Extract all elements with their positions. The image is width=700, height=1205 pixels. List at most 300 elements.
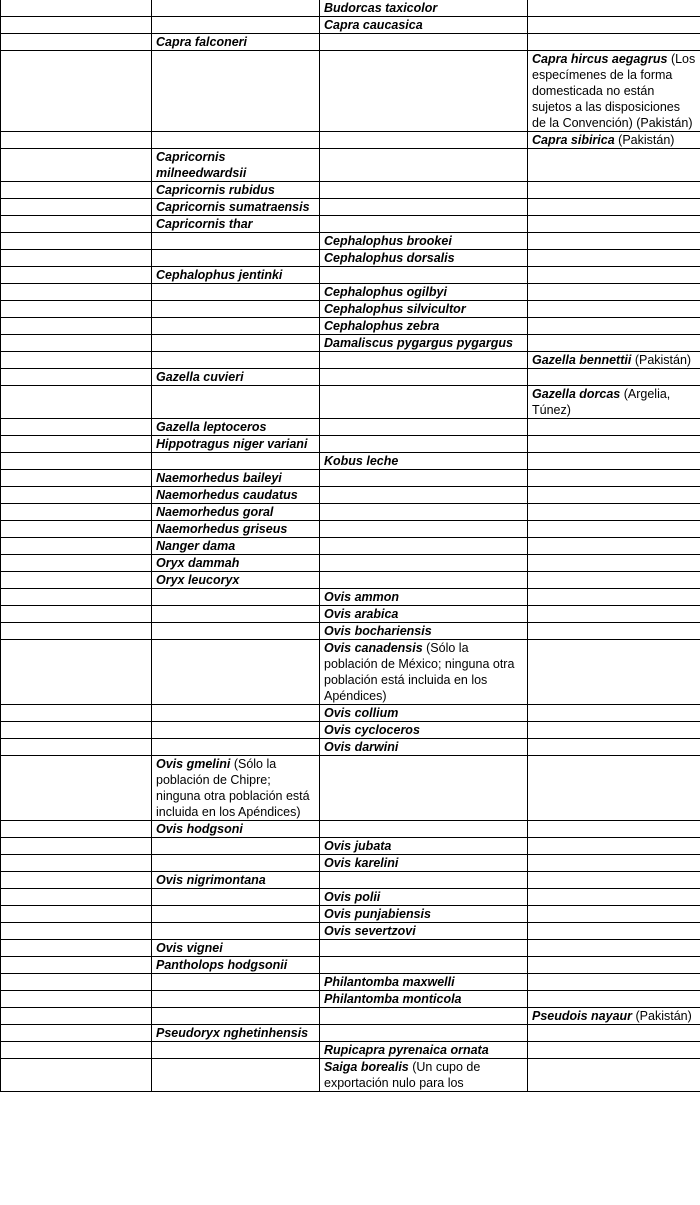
family-cell: [1, 318, 152, 335]
appendix-ii-cell: [320, 974, 528, 991]
family-cell: [1, 233, 152, 250]
family-cell: [1, 149, 152, 182]
family-cell: [1, 386, 152, 419]
appendix-i-cell: [152, 386, 320, 419]
appendix-i-cell: [152, 267, 320, 284]
appendix-i-cell: [152, 34, 320, 51]
appendix-ii-cell: [320, 504, 528, 521]
table-row: [1, 470, 700, 487]
species-name: Capra falconeri: [156, 35, 248, 49]
species-name: Pseudois nayaur: [532, 1009, 633, 1023]
appendix-i-cell: [152, 589, 320, 606]
table-row: [1, 756, 700, 821]
family-cell: [1, 521, 152, 538]
table-row: [1, 722, 700, 739]
family-cell: [1, 940, 152, 957]
appendix-ii-cell: [320, 1059, 528, 1092]
appendix-i-cell: [152, 51, 320, 132]
appendix-ii-cell: [320, 470, 528, 487]
appendix-iii-cell: [528, 756, 700, 821]
species-name: Gazella leptoceros: [156, 420, 267, 434]
family-cell: [1, 1025, 152, 1042]
species-name: Ovis severtzovi: [324, 924, 416, 938]
species-name: Cephalophus dorsalis: [324, 251, 455, 265]
family-cell: [1, 957, 152, 974]
table-row: [1, 182, 700, 199]
species-name: Ovis canadensis: [324, 641, 423, 655]
appendix-iii-cell: [528, 182, 700, 199]
appendix-iii-cell: [528, 504, 700, 521]
appendix-ii-cell: [320, 1025, 528, 1042]
table-row: [1, 34, 700, 51]
table-row: [1, 705, 700, 722]
appendix-ii-cell: [320, 453, 528, 470]
family-cell: [1, 705, 152, 722]
table-row: [1, 821, 700, 838]
appendix-ii-cell: [320, 739, 528, 756]
appendix-i-cell: [152, 250, 320, 267]
appendix-i-cell: [152, 1042, 320, 1059]
family-cell: [1, 589, 152, 606]
appendix-iii-cell: [528, 0, 700, 17]
table-row: [1, 957, 700, 974]
appendix-i-cell: [152, 369, 320, 386]
species-name: Ovis punjabiensis: [324, 907, 431, 921]
species-name: Pantholops hodgsonii: [156, 958, 288, 972]
table-row: [1, 1008, 700, 1025]
appendix-iii-cell: [528, 739, 700, 756]
appendix-iii-cell: [528, 233, 700, 250]
appendix-ii-cell: [320, 352, 528, 369]
family-cell: [1, 555, 152, 572]
appendix-i-cell: [152, 284, 320, 301]
appendix-iii-cell: [528, 940, 700, 957]
species-annotation: (Los especímenes de la forma domesticada no están sujetos a las disposiciones de la Convención) (Pakistán): [532, 52, 696, 130]
appendix-iii-cell: [528, 386, 700, 419]
appendix-iii-cell: [528, 872, 700, 889]
appendix-ii-cell: [320, 318, 528, 335]
appendix-i-cell: [152, 504, 320, 521]
appendix-ii-cell: [320, 923, 528, 940]
table-body: [1, 0, 700, 1092]
species-name: Capricornis thar: [156, 217, 253, 231]
appendix-iii-cell: [528, 335, 700, 352]
table-row: [1, 1025, 700, 1042]
species-name: Capra hircus aegagrus: [532, 52, 668, 66]
appendix-iii-cell: [528, 34, 700, 51]
appendix-iii-cell: [528, 722, 700, 739]
appendix-ii-cell: [320, 838, 528, 855]
species-annotation: (Argelia, Túnez): [532, 387, 671, 417]
appendix-i-cell: [152, 872, 320, 889]
appendix-i-cell: [152, 1025, 320, 1042]
table-row: [1, 17, 700, 34]
appendix-i-cell: [152, 923, 320, 940]
family-cell: [1, 17, 152, 34]
appendix-i-cell: [152, 739, 320, 756]
family-cell: [1, 1008, 152, 1025]
species-name: Cephalophus jentinki: [156, 268, 283, 282]
table-row: [1, 318, 700, 335]
appendix-i-cell: [152, 821, 320, 838]
appendix-ii-cell: [320, 538, 528, 555]
species-name: Ovis jubata: [324, 839, 392, 853]
appendix-i-cell: [152, 974, 320, 991]
appendix-i-cell: [152, 132, 320, 149]
appendix-ii-cell: [320, 301, 528, 318]
appendix-i-cell: [152, 453, 320, 470]
appendix-i-cell: [152, 216, 320, 233]
species-name: Capricornis rubidus: [156, 183, 275, 197]
species-annotation: (Sólo la población de México; ninguna otra población está incluida en los Apéndices): [324, 641, 515, 703]
appendix-ii-cell: [320, 0, 528, 17]
appendix-ii-cell: [320, 436, 528, 453]
species-annotation: (Pakistán): [614, 133, 675, 147]
family-cell: [1, 640, 152, 705]
family-cell: [1, 572, 152, 589]
appendix-i-cell: [152, 318, 320, 335]
species-name: Capra caucasica: [324, 18, 423, 32]
table-row: [1, 233, 700, 250]
appendix-i-cell: [152, 199, 320, 216]
table-row: [1, 0, 700, 17]
appendix-ii-cell: [320, 250, 528, 267]
species-name: Ovis darwini: [324, 740, 399, 754]
table-row: [1, 640, 700, 705]
species-name: Hippotragus niger variani: [156, 437, 308, 451]
appendix-i-cell: [152, 335, 320, 352]
appendix-i-cell: [152, 487, 320, 504]
appendix-i-cell: [152, 855, 320, 872]
table-row: [1, 352, 700, 369]
appendix-iii-cell: [528, 149, 700, 182]
appendix-iii-cell: [528, 487, 700, 504]
table-row: [1, 267, 700, 284]
table-row: [1, 855, 700, 872]
species-name: Gazella dorcas: [532, 387, 621, 401]
appendix-ii-cell: [320, 419, 528, 436]
species-name: Budorcas taxicolor: [324, 1, 438, 15]
appendix-i-cell: [152, 182, 320, 199]
table-row: [1, 606, 700, 623]
appendix-iii-cell: [528, 216, 700, 233]
family-cell: [1, 335, 152, 352]
species-name: Pseudoryx nghetinhensis: [156, 1026, 309, 1040]
species-name: Cephalophus brookei: [324, 234, 452, 248]
species-annotation: (Pakistán): [632, 1009, 692, 1023]
appendix-ii-cell: [320, 572, 528, 589]
species-name: Capra sibirica: [532, 133, 615, 147]
species-name: Ovis karelini: [324, 856, 399, 870]
appendix-iii-cell: [528, 436, 700, 453]
family-cell: [1, 34, 152, 51]
appendix-i-cell: [152, 0, 320, 17]
appendix-iii-cell: [528, 199, 700, 216]
appendix-ii-cell: [320, 606, 528, 623]
appendix-ii-cell: [320, 589, 528, 606]
table-row: [1, 216, 700, 233]
family-cell: [1, 504, 152, 521]
appendix-i-cell: [152, 436, 320, 453]
appendix-iii-cell: [528, 250, 700, 267]
appendix-ii-cell: [320, 1008, 528, 1025]
appendix-ii-cell: [320, 51, 528, 132]
family-cell: [1, 739, 152, 756]
species-name: Oryx dammah: [156, 556, 240, 570]
appendix-i-cell: [152, 906, 320, 923]
appendix-iii-cell: [528, 572, 700, 589]
family-cell: [1, 216, 152, 233]
appendix-i-cell: [152, 470, 320, 487]
appendix-ii-cell: [320, 233, 528, 250]
species-name: Naemorhedus caudatus: [156, 488, 298, 502]
table-row: [1, 419, 700, 436]
appendix-iii-cell: [528, 419, 700, 436]
appendix-i-cell: [152, 521, 320, 538]
appendix-i-cell: [152, 623, 320, 640]
appendix-i-cell: [152, 419, 320, 436]
appendix-i-cell: [152, 940, 320, 957]
appendix-iii-cell: [528, 640, 700, 705]
species-name: Ovis nigrimontana: [156, 873, 266, 887]
species-name: Philantomba monticola: [324, 992, 462, 1006]
family-cell: [1, 199, 152, 216]
appendix-ii-cell: [320, 17, 528, 34]
table-row: [1, 572, 700, 589]
table-row: [1, 872, 700, 889]
species-name: Gazella cuvieri: [156, 370, 244, 384]
table-row: [1, 199, 700, 216]
family-cell: [1, 436, 152, 453]
family-cell: [1, 470, 152, 487]
appendix-iii-cell: [528, 352, 700, 369]
appendix-i-cell: [152, 1059, 320, 1092]
species-annotation: (Pakistán): [631, 353, 692, 367]
species-name: Ovis arabica: [324, 607, 399, 621]
species-name: Cephalophus ogilbyi: [324, 285, 447, 299]
family-cell: [1, 722, 152, 739]
family-cell: [1, 132, 152, 149]
appendix-iii-cell: [528, 606, 700, 623]
appendix-iii-cell: [528, 318, 700, 335]
family-cell: [1, 369, 152, 386]
appendix-ii-cell: [320, 555, 528, 572]
species-name: Ovis vignei: [156, 941, 223, 955]
species-name: Ovis cycloceros: [324, 723, 420, 737]
appendix-i-cell: [152, 606, 320, 623]
family-cell: [1, 419, 152, 436]
table-row: [1, 284, 700, 301]
appendix-i-cell: [152, 722, 320, 739]
appendix-iii-cell: [528, 1059, 700, 1092]
table-row: [1, 906, 700, 923]
appendix-ii-cell: [320, 872, 528, 889]
table-row: [1, 991, 700, 1008]
species-name: Ovis collium: [324, 706, 399, 720]
appendix-i-cell: [152, 572, 320, 589]
table-row: [1, 838, 700, 855]
table-row: [1, 940, 700, 957]
species-name: Saiga borealis: [324, 1060, 409, 1074]
appendix-ii-cell: [320, 149, 528, 182]
family-cell: [1, 0, 152, 17]
table-row: [1, 436, 700, 453]
appendix-iii-cell: [528, 1042, 700, 1059]
appendix-iii-cell: [528, 1025, 700, 1042]
species-name: Ovis hodgsoni: [156, 822, 243, 836]
species-name: Naemorhedus griseus: [156, 522, 288, 536]
appendix-iii-cell: [528, 1008, 700, 1025]
table-row: [1, 250, 700, 267]
appendix-ii-cell: [320, 940, 528, 957]
species-name: Cephalophus zebra: [324, 319, 440, 333]
family-cell: [1, 991, 152, 1008]
species-name: Nanger dama: [156, 539, 236, 553]
appendix-ii-cell: [320, 889, 528, 906]
appendix-iii-cell: [528, 132, 700, 149]
table-row: [1, 369, 700, 386]
table-row: [1, 504, 700, 521]
family-cell: [1, 906, 152, 923]
table-row: [1, 335, 700, 352]
appendix-ii-cell: [320, 705, 528, 722]
appendix-iii-cell: [528, 538, 700, 555]
species-name: Damaliscus pygargus pygargus: [324, 336, 513, 350]
appendix-ii-cell: [320, 991, 528, 1008]
appendix-iii-cell: [528, 51, 700, 132]
appendix-i-cell: [152, 838, 320, 855]
appendix-i-cell: [152, 705, 320, 722]
appendix-iii-cell: [528, 974, 700, 991]
species-name: Ovis ammon: [324, 590, 400, 604]
table-row: [1, 889, 700, 906]
table-row: [1, 974, 700, 991]
appendix-ii-cell: [320, 855, 528, 872]
species-name: Oryx leucoryx: [156, 573, 240, 587]
appendix-i-cell: [152, 756, 320, 821]
appendix-iii-cell: [528, 855, 700, 872]
species-name: Capricornis sumatraensis: [156, 200, 310, 214]
appendix-iii-cell: [528, 705, 700, 722]
family-cell: [1, 538, 152, 555]
family-cell: [1, 284, 152, 301]
species-name: Ovis gmelini: [156, 757, 231, 771]
appendix-ii-cell: [320, 132, 528, 149]
species-name: Ovis bochariensis: [324, 624, 432, 638]
appendix-ii-cell: [320, 216, 528, 233]
table-row: [1, 386, 700, 419]
table-row: [1, 555, 700, 572]
appendix-ii-cell: [320, 906, 528, 923]
species-name: Cephalophus silvicultor: [324, 302, 466, 316]
species-name: Ovis polii: [324, 890, 381, 904]
appendix-ii-cell: [320, 521, 528, 538]
appendix-i-cell: [152, 889, 320, 906]
appendix-iii-cell: [528, 991, 700, 1008]
species-name: Kobus leche: [324, 454, 399, 468]
appendix-i-cell: [152, 555, 320, 572]
appendix-i-cell: [152, 17, 320, 34]
appendix-ii-cell: [320, 821, 528, 838]
family-cell: [1, 606, 152, 623]
appendix-i-cell: [152, 538, 320, 555]
table-row: [1, 1059, 700, 1092]
appendix-iii-cell: [528, 589, 700, 606]
table-row: [1, 521, 700, 538]
appendix-ii-cell: [320, 199, 528, 216]
appendix-iii-cell: [528, 555, 700, 572]
family-cell: [1, 923, 152, 940]
appendix-ii-cell: [320, 623, 528, 640]
table-row: [1, 487, 700, 504]
family-cell: [1, 250, 152, 267]
appendix-i-cell: [152, 352, 320, 369]
table-row: [1, 589, 700, 606]
family-cell: [1, 453, 152, 470]
appendix-iii-cell: [528, 453, 700, 470]
appendix-iii-cell: [528, 923, 700, 940]
appendix-iii-cell: [528, 821, 700, 838]
appendix-i-cell: [152, 149, 320, 182]
family-cell: [1, 872, 152, 889]
table-row: [1, 923, 700, 940]
table-row: [1, 132, 700, 149]
family-cell: [1, 821, 152, 838]
species-annotation: (Sólo la población de Chipre; ninguna otra población está incluida en los Apéndices): [156, 757, 310, 819]
family-cell: [1, 974, 152, 991]
family-cell: [1, 889, 152, 906]
appendix-i-cell: [152, 301, 320, 318]
appendix-iii-cell: [528, 301, 700, 318]
family-cell: [1, 623, 152, 640]
appendix-ii-cell: [320, 335, 528, 352]
appendix-iii-cell: [528, 521, 700, 538]
species-name: Capricornis milneedwardsii: [156, 150, 247, 180]
table-row: [1, 538, 700, 555]
appendix-iii-cell: [528, 906, 700, 923]
appendix-iii-cell: [528, 17, 700, 34]
table-row: [1, 739, 700, 756]
appendix-ii-cell: [320, 957, 528, 974]
table-row: [1, 301, 700, 318]
family-cell: [1, 352, 152, 369]
appendix-iii-cell: [528, 623, 700, 640]
appendix-iii-cell: [528, 284, 700, 301]
appendix-ii-cell: [320, 1042, 528, 1059]
family-cell: [1, 51, 152, 132]
species-name: Naemorhedus goral: [156, 505, 274, 519]
appendix-iii-cell: [528, 957, 700, 974]
appendix-ii-cell: [320, 369, 528, 386]
family-cell: [1, 756, 152, 821]
appendix-i-cell: [152, 1008, 320, 1025]
species-name: Gazella bennettii: [532, 353, 632, 367]
appendix-ii-cell: [320, 640, 528, 705]
family-cell: [1, 1059, 152, 1092]
appendix-i-cell: [152, 991, 320, 1008]
appendix-ii-cell: [320, 267, 528, 284]
family-cell: [1, 267, 152, 284]
family-cell: [1, 182, 152, 199]
appendix-ii-cell: [320, 756, 528, 821]
species-name: Philantomba maxwelli: [324, 975, 455, 989]
table-row: [1, 453, 700, 470]
appendix-iii-cell: [528, 267, 700, 284]
family-cell: [1, 487, 152, 504]
appendix-iii-cell: [528, 889, 700, 906]
appendix-ii-cell: [320, 182, 528, 199]
family-cell: [1, 301, 152, 318]
